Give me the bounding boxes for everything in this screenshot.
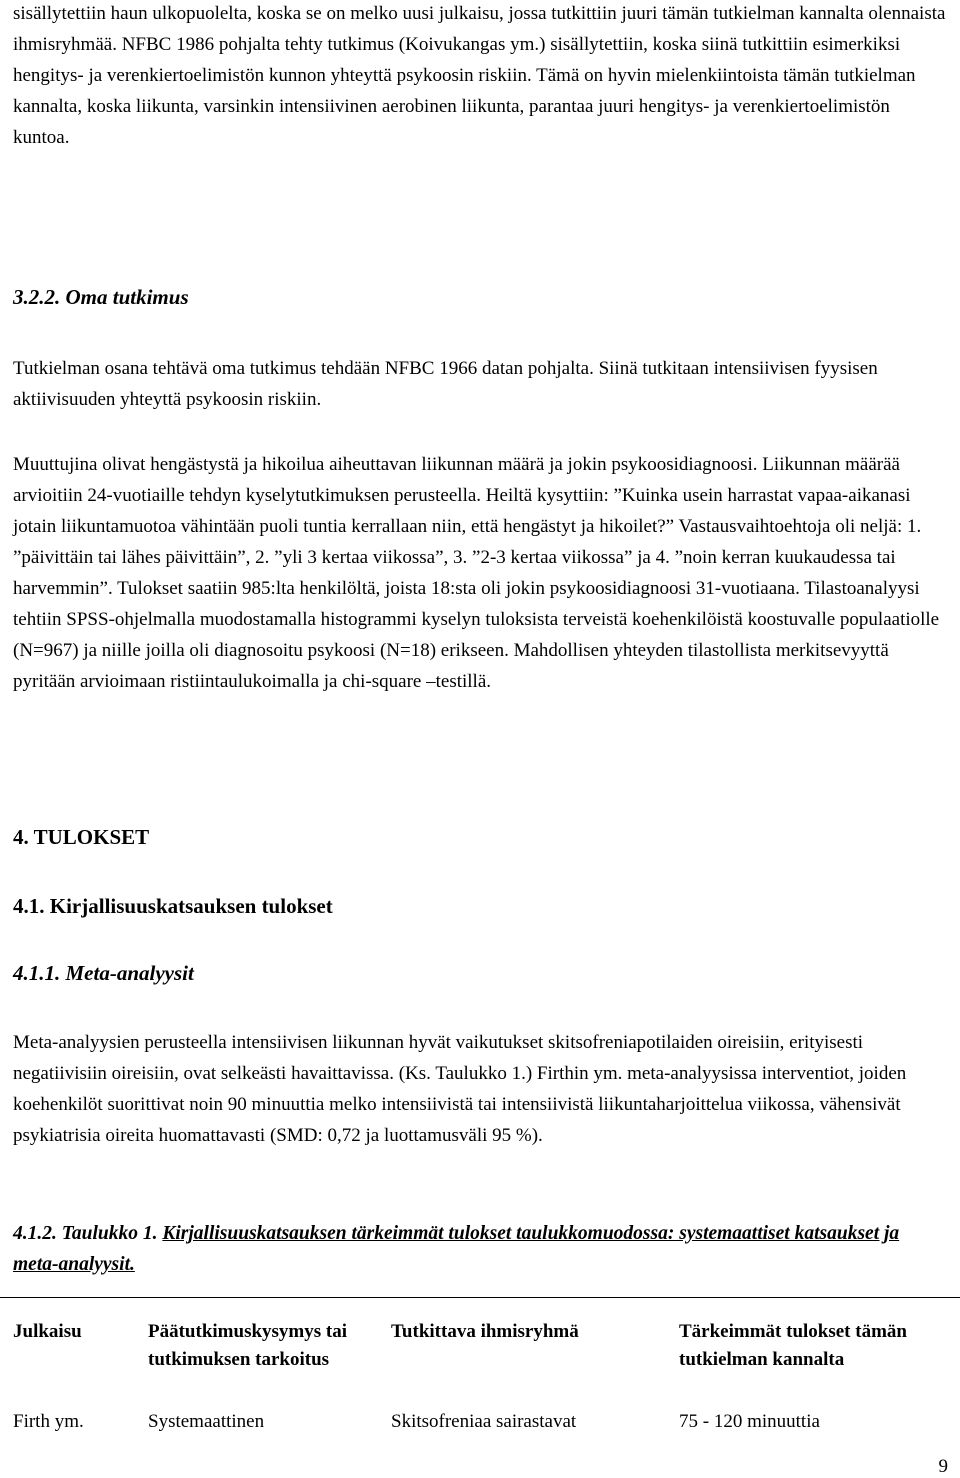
table-header-publication: Julkaisu — [13, 1321, 82, 1342]
own-study-paragraph-2: Muuttujina olivat hengästystä ja hikoilua aiheuttavan liikunnan määrä ja jokin psykoosidiagnoosi. Liikunnan määrää arvioitiin 24-vuotiaille tehdyn kyselytutkimuksen perusteella. Heiltä kysyttiin: ”Kuinka usein harrastat vapaa-aikanasi jotain liikuntamuotoa vähintään puoli tuntia kerrallaan niin, että hengästyt ja hikoilet?” Vastausvaihtoehtoja oli neljä: 1. ”päivittäin tai lähes päivittäin”, 2. ”yli 3 kertaa viikossa”, 3. ”2-3 kertaa viikossa” ja 4. ”noin kerran kuukaudessa tai harvemmin”. Tulokset saatiin 985:lta henkilöltä, joista 18:sta oli jokin psykoosidiagnoosi 31-vuotiaana. Tilastoanalyysi tehtiin SPSS-ohjelmalla muodostamalla histogrammi kyselyn tuloksista terveistä koehenkilöistä koostuvalle populaatiolle (N=967) ja niille joilla oli diagnosoitu psykoosi (N=18) erikseen. Mahdollisen yhteyden tilastollista merkitsevyyttä pyritään arvioimaan ristiintaulukoimalla ja chi-square –testillä. — [13, 454, 940, 692]
table-cell-publication: Firth ym. — [13, 1411, 84, 1432]
table-header-study-population: Tutkittava ihmisryhmä — [391, 1321, 579, 1342]
table-top-rule — [0, 1297, 960, 1298]
section-heading-4: 4. TULOKSET — [13, 825, 150, 849]
section-heading-4-1: 4.1. Kirjallisuuskatsauksen tulokset — [13, 894, 333, 918]
table-cell-main-results: 75 - 120 minuuttia — [679, 1411, 820, 1432]
meta-analysis-paragraph: Meta-analyysien perusteella intensiivisen liikunnan hyvät vaikutukset skitsofreniapotilaiden oireisiin, erityisesti negatiivisiin oireisiin, ovat selkeästi havaittavissa. (Ks. Taulukko 1.) Firthin ym. meta-analyysissa interventiot, joiden koehenkilöt suorittivat noin 90 minuuttia melko intensiivistä tai intensiivistä liikuntaharjoittelua viikossa, vähensivät psykiatrisia oireita huomattavasti (SMD: 0,72 ja luottamusväli 95 %). — [13, 1032, 907, 1146]
table-cell-research-question: Systemaattinen — [148, 1411, 265, 1432]
table-caption-title: Kirjallisuuskatsauksen tärkeimmät tulokset taulukkomuodossa: systemaattiset katsaukset ja meta-analyysit. — [13, 1223, 900, 1275]
table-caption — [13, 1218, 948, 1280]
table-header-main-results: Tärkeimmät tulokset tämän tutkielman kannalta — [679, 1321, 907, 1370]
table-cell-study-population: Skitsofreniaa sairastavat — [391, 1411, 577, 1432]
section-heading-4-1-1: 4.1.1. Meta-analyysit — [13, 961, 194, 985]
own-study-paragraph-1: Tutkielman osana tehtävä oma tutkimus tehdään NFBC 1966 datan pohjalta. Siinä tutkitaan intensiivisen fyysisen aktiivisuuden yhteyttä psykoosin riskiin. — [13, 358, 878, 410]
intro-paragraph: sisällytettiin haun ulkopuolelta, koska se on melko uusi julkaisu, jossa tutkittiin juuri tämän tutkielman kannalta olennaista ihmisryhmää. NFBC 1986 pohjalta tehty tutkimus (Koivukangas ym.) sisällytettiin, koska siinä tutkittiin esimerkiksi hengitys- ja verenkiertoelimistön kunnon yhteyttä psykoosin riskiin. Tämä on hyvin mielenkiintoista tämän tutkielman kannalta, koska liikunta, varsinkin intensiivinen aerobinen liikunta, parantaa juuri hengitys- ja verenkiertoelimistön kuntoa. — [13, 3, 946, 148]
section-heading-3-2-2: 3.2.2. Oma tutkimus — [13, 285, 189, 309]
table-caption-number: 4.1.2. Taulukko 1. — [13, 1223, 158, 1244]
page-number: 9 — [938, 1456, 948, 1477]
table-header-research-question: Päätutkimuskysymys tai tutkimuksen tarkoitus — [148, 1321, 347, 1370]
